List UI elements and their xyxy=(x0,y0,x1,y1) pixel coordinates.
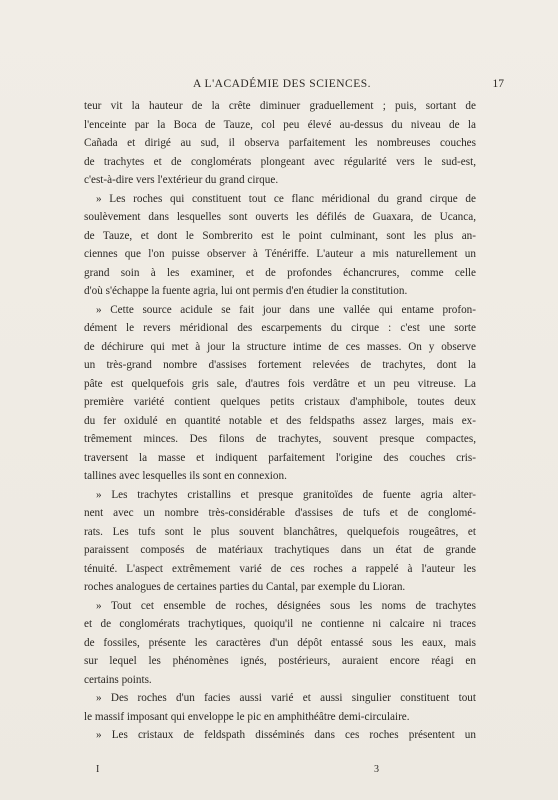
text-line: paraissent composés de matériaux trachytiques dans un état de grande xyxy=(84,544,476,556)
text-line: ciennes que l'on puisse observer à Ténériffe. L'auteur a mis naturellement un xyxy=(84,248,476,260)
text-line: ténuité. L'aspect extrêmement varié de ces roches a rappelé à l'auteur les xyxy=(84,562,476,575)
text-line: dément le revers méridional des escarpements du cirque : c'est une sorte xyxy=(84,322,476,334)
text-line: première variété contient quelques petits cristaux d'amphibole, toutes deux xyxy=(84,396,476,408)
text-line: » Des roches d'un facies aussi varié et aussi singulier constituent tout xyxy=(96,692,476,704)
text-line: » Cette source acidule se fait jour dans une vallée qui entame profon- xyxy=(96,303,476,316)
text-line: de trachytes et de conglomérats plongeant avec régularité vers le sud-est, xyxy=(84,155,476,168)
text-line: teur vit la hauteur de la crête diminuer graduellement ; puis, sortant de xyxy=(84,100,476,112)
text-line: traversent la masse et indiquent parfaitement l'origine des couches cris- xyxy=(84,451,476,464)
text-line: roches analogues de certaines parties du Cantal, par exemple du Lioran. xyxy=(84,581,406,593)
running-title: A L'ACADÉMIE DES SCIENCES. xyxy=(193,78,371,90)
text-line: pâte est quelquefois gris sale, d'autres fois verdâtre et un peu vitreuse. La xyxy=(84,377,476,390)
text-line: tallines avec lesquelles ils sont en connexion. xyxy=(84,470,287,482)
page-number: 17 xyxy=(492,78,504,90)
signature-mark-left: I xyxy=(96,764,100,775)
text-line: de fossiles, présente les caractères d'un dépôt entassé sous les eaux, mais xyxy=(84,636,476,649)
text-line: c'est-à-dire vers l'extérieur du grand cirque. xyxy=(84,174,279,186)
text-line: l'enceinte par la Boca de Tauze, col peu élevé au-dessus du niveau de la xyxy=(84,118,476,131)
text-line: un très-grand nombre d'assises fortement relevées de trachytes, dont la xyxy=(84,359,476,371)
text-line: du fer oxidulé en quantité notable et des feldspaths assez larges, mais ex- xyxy=(84,414,476,427)
running-head xyxy=(72,78,504,94)
text-line: soulèvement dans lesquelles sont ouverts les défilés de Guaxara, de Ucanca, xyxy=(84,211,476,223)
text-line: » Les cristaux de feldspath disséminés dans ces roches présentent un xyxy=(96,729,476,741)
text-line: » Tout cet ensemble de roches, désignées sous les noms de trachytes xyxy=(96,599,476,612)
signature-mark-right: 3 xyxy=(374,764,379,775)
text-line: de déchirure qui met à jour la structure intime de ces masses. On y observe xyxy=(84,340,476,353)
text-line: » Les roches qui constituent tout ce flanc méridional du grand cirque de xyxy=(96,192,476,205)
text-line: certains points. xyxy=(84,673,152,686)
text-line: d'où s'échappe la fuente agria, lui ont permis d'en étudier la constitution. xyxy=(84,285,408,297)
text-line: trêmement minces. Des filons de trachytes, souvent presque compactes, xyxy=(84,433,476,445)
text-line: » Les trachytes cristallins et presque granitoïdes de fuente agria alter- xyxy=(96,488,476,501)
text-line: Cañada et dirigé au sud, il observa parfaitement les nombreuses couches xyxy=(84,137,476,149)
page-footer xyxy=(84,764,476,778)
text-line: nent avec un nombre très-considérable d'assises de tufs et de conglomé- xyxy=(84,507,476,519)
text-line: grand soin à les examiner, et de profondes échancrures, comme celle xyxy=(84,266,476,279)
text-line: et de conglomérats trachytiques, quoiqu'il ne contienne ni calcaire ni traces xyxy=(84,618,476,630)
text-line: rats. Les tufs sont le plus souvent blanchâtres, quelquefois rougeâtres, et xyxy=(84,525,476,538)
body-text xyxy=(84,97,476,745)
text-line: sur lequel les phénomènes ignés, postérieurs, auraient encore réagi en xyxy=(84,655,476,667)
text-line: de Tauze, et dont le Sombrerito est le point culminant, sont les plus an- xyxy=(84,229,476,242)
text-line: le massif imposant qui enveloppe le pic en amphithéâtre demi-circulaire. xyxy=(84,710,410,723)
